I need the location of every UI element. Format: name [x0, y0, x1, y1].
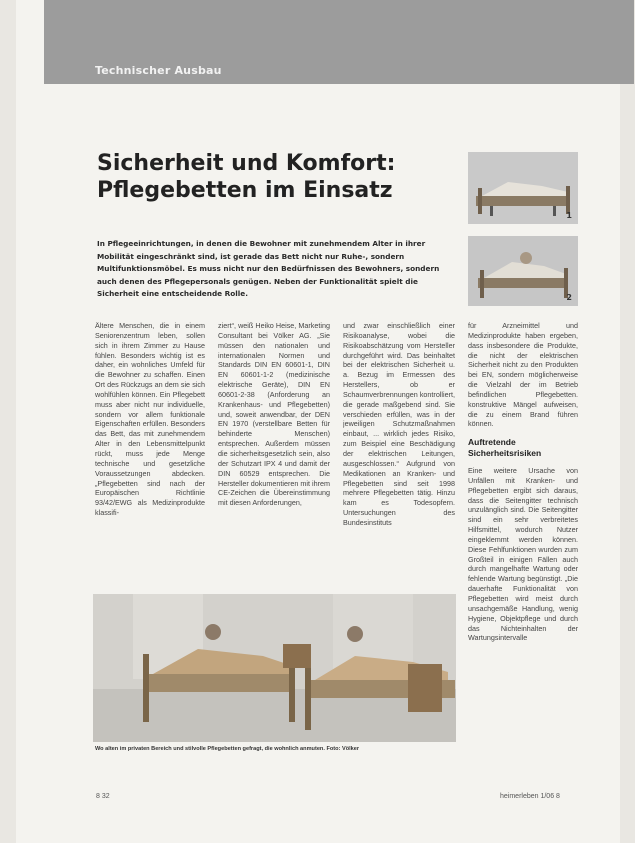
- folio-left: 8 32: [96, 793, 110, 800]
- photo-caption: Wo alten im privaten Bereich und stilvolle Pflegebetten gefragt, die wohnlich anmuten. Foto: Völker: [95, 746, 360, 752]
- body-column-1: Ältere Menschen, die in einem Seniorenzentrum leben, sollen sich in ihrem Zimmer zu Hause fühlen. Besonders wichtig ist es daher, ein wohnliches Umfeld für die Bewohner zu schaffen. Einen Ort des Rückzugs an dem sie sich wohlfühlen können. Ein Pflegebett muss aber nicht nur individuelle, sondern vor allem funktionale Eigenschaften erfüllen. Besonders das Bett, das mit zunehmendem Alter in den Lebensmittelpunkt rückt, muss jede Menge technische und gesetzliche Voraussetzungen abdecken. „Pflegebetten sind nach der Europäischen Richtlinie 93/42/EWG als Medizinprodukte klassifi-: [95, 321, 205, 518]
- bed-illustration-1: [468, 152, 578, 224]
- section-label: Technischer Ausbau: [95, 64, 222, 77]
- subheading-line-1: Auftretende: [468, 437, 516, 447]
- article-title: [97, 150, 395, 204]
- two-beds-illustration: [93, 594, 456, 742]
- subheading: [468, 437, 578, 459]
- body-column-4-top: für Arzneimittel und Medizinprodukte haben ergeben, dass insbesondere die Produkte, die nicht der elektrischen Sicherheit nicht zu den Produkten bei EN, sondern möglicherweise die Vielzahl der im Betrieb befindlichen Pflegebetten. konstruktive Mängel aufweisen, die zu einem Brand führen können.: [468, 321, 578, 429]
- folio-right: heimerleben 1/06 8: [500, 793, 560, 800]
- body-column-2: ziert“, weiß Heiko Heise, Marketing Consultant bei Völker AG. „Sie müssen den nationalen und internationalen Normen und Standards DIN EN 60601-1, DIN EN 60601-1-2 (medizinische elektrische Geräte), DIN EN 60601-2-38 (Anforderung an Krankenhaus- und Pflegebetten) und, soweit anwendbar, der DEN EN 1970 (verstellbare Betten für behinderte Menschen) entsprechen. Außerdem müssen die sicherheitsgesetzlich sein, also der Schutzart IPX 4 und damit der DIN 60529 entsprechen. Die Hersteller dokumentieren mit ihrem CE-Zeichen die Übereinstimmung mit diesen Anforderungen,: [218, 321, 330, 508]
- photo-number-2: 2: [566, 293, 572, 302]
- lead-paragraph: In Pflegeeinrichtungen, in denen die Bewohner mit zunehmendem Alter in ihrer Mobilität eingeschränkt sind, ist gerade das Bett nicht nur Ruhe-, sondern Multifunktionsmöbel. Es muss nicht nur den Bedürfnissen des Bewohners, sondern auch denen des Pflegepersonals genügen. Neben der Funktionalität spielt die Sicherheit eine entscheidende Rolle.: [97, 239, 440, 298]
- photo-bed-2: [468, 236, 578, 306]
- photo-number-1: 1: [566, 211, 572, 220]
- title-line-1: Sicherheit und Komfort:: [97, 151, 396, 176]
- subheading-line-2: Sicherheitsrisiken: [468, 448, 542, 458]
- photo-two-beds: [93, 594, 456, 742]
- body-column-4-bottom: Eine weitere Ursache von Unfällen mit Kranken- und Pflegebetten ergibt sich daraus, dass die Seitengitter technisch unzulänglich sind. Die Seitengitter sind ein sehr verbreitetes Hilfsmittel, wodurch Nutzer eingeklemmt werden können. Diese Fehlfunktionen wurden zum Großteil in einigen Fällen auch durch mangelhafte Wartung oder fehlende Wartung begünstigt. „Die dauerhafte Funktionalität von Pflegebetten wird meist durch unsachgemäße Handlung, wenig Hygiene, Objektpflege und durch das Nichteinhalten der Wartungsintervalle: [468, 466, 578, 643]
- bed-illustration-2: [468, 236, 578, 306]
- title-line-2: Pflegebetten im Einsatz: [97, 178, 393, 203]
- photo-bed-1: [468, 152, 578, 224]
- body-column-3: und zwar einschließlich einer Risikoanalyse, wobei die Risikoabschätzung vom Hersteller durchgeführt wird. Das beinhaltet bei der elektrischen Sicherheit u. a. Bezug im Ermessen des Herstellers, ob er Schaumverbrennungen kontrolliert, die gerade maßgebend sind. Sie verschieden erfüllen, was in der jeweiligen Schutzmaßnahmen einbaut, ... wirklich jedes Risiko, zum Beispiel eine Beschädigung der elektrischen Leitungen, ausgeschlossen.“ Aufgrund von Medikationen an Kranken- und Pflegebetten sind seit 1998 mehrere Pflegebetten tätig. Hinzu kam es Todesopfern. Untersuchungen des Bundesinstituts: [343, 321, 455, 527]
